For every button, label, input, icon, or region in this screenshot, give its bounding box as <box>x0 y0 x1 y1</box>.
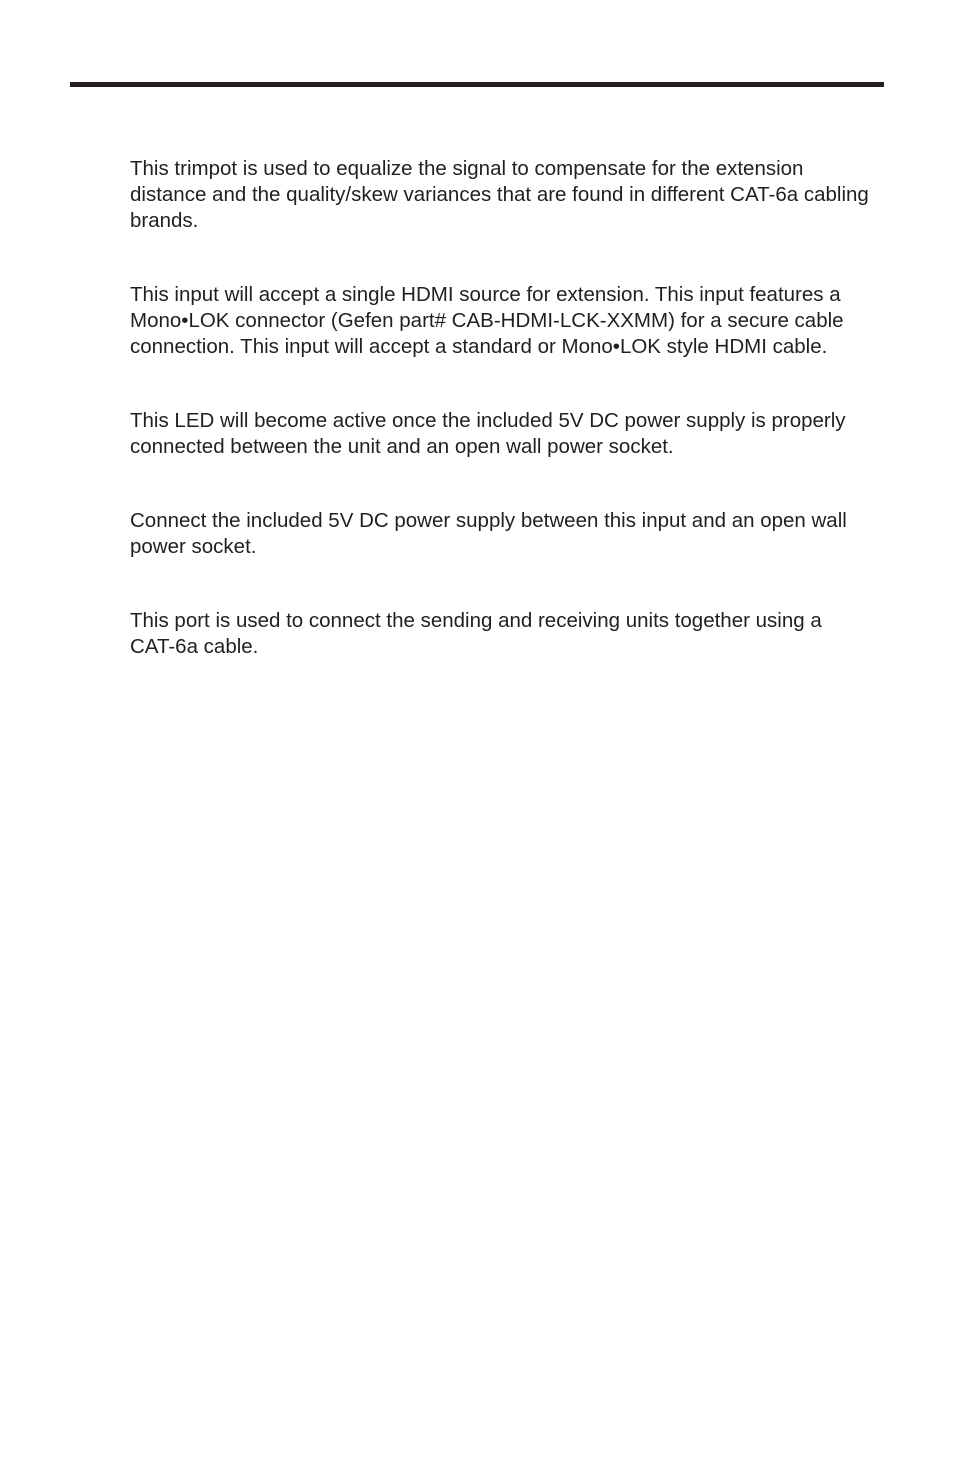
power-led-description: This LED will become active once the included 5V DC power supply is properly connected between the unit and an open wall power socket. <box>130 409 846 458</box>
power-input-description: Connect the included 5V DC power supply between this input and an open wall power socket. <box>130 509 847 558</box>
trimpot-description: This trimpot is used to equalize the signal to compensate for the extension distance and the quality/skew variances that are found in different CAT-6a cabling brands. <box>130 157 869 232</box>
cat6a-port-description: This port is used to connect the sending and receiving units together using a CAT-6a cable. <box>130 609 822 658</box>
hdmi-input-description: This input will accept a single HDMI source for extension. This input features a Mono•LOK connector (Gefen part# CAB-HDMI-LCK-XXMM) for a secure cable connection. This input will accept a standard or Mono•LOK style HDMI cable. <box>130 283 844 358</box>
header-rule <box>70 82 884 87</box>
